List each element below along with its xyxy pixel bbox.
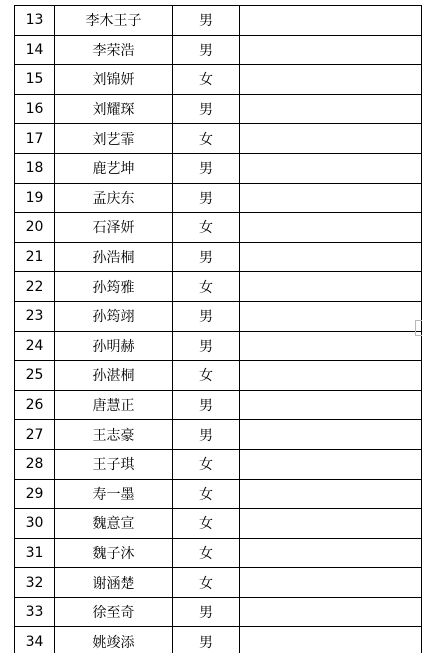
student-name-cell: 孙湛桐 [55, 361, 173, 391]
row-number-cell: 31 [15, 538, 55, 568]
note-cell [240, 568, 422, 598]
table-row [15, 420, 422, 450]
row-number-cell: 27 [15, 420, 55, 450]
student-name-cell: 王志豪 [55, 420, 173, 450]
student-name-cell: 孙浩桐 [55, 242, 173, 272]
table-row [15, 94, 422, 124]
table-row [15, 538, 422, 568]
gender-cell: 男 [173, 390, 240, 420]
student-name-cell: 孙筠雅 [55, 272, 173, 302]
note-cell [240, 627, 422, 653]
student-name-cell: 魏意宣 [55, 509, 173, 539]
row-number-cell: 16 [15, 94, 55, 124]
row-number-cell: 20 [15, 213, 55, 243]
student-roster-table [14, 5, 422, 653]
student-name-cell: 李荣浩 [55, 35, 173, 65]
table-row [15, 272, 422, 302]
note-cell [240, 301, 422, 331]
row-number-cell: 18 [15, 153, 55, 183]
gender-cell: 女 [173, 124, 240, 154]
note-cell [240, 479, 422, 509]
student-name-cell: 李木王子 [55, 6, 173, 36]
student-name-cell: 孙筠翊 [55, 301, 173, 331]
table-row [15, 301, 422, 331]
gender-cell: 女 [173, 479, 240, 509]
row-number-cell: 13 [15, 6, 55, 36]
table-row [15, 509, 422, 539]
gender-cell: 女 [173, 449, 240, 479]
note-cell [240, 153, 422, 183]
note-cell [240, 390, 422, 420]
table-row [15, 390, 422, 420]
gender-cell: 男 [173, 627, 240, 653]
row-number-cell: 25 [15, 361, 55, 391]
row-number-cell: 32 [15, 568, 55, 598]
student-name-cell: 徐至奇 [55, 597, 173, 627]
note-cell [240, 538, 422, 568]
gender-cell: 男 [173, 597, 240, 627]
gender-cell: 男 [173, 6, 240, 36]
note-cell [240, 65, 422, 95]
row-number-cell: 29 [15, 479, 55, 509]
note-cell [240, 213, 422, 243]
row-number-cell: 24 [15, 331, 55, 361]
gender-cell: 男 [173, 420, 240, 450]
note-cell [240, 597, 422, 627]
gender-cell: 男 [173, 35, 240, 65]
student-name-cell: 石泽妍 [55, 213, 173, 243]
student-name-cell: 魏子沐 [55, 538, 173, 568]
gender-cell: 女 [173, 272, 240, 302]
row-number-cell: 17 [15, 124, 55, 154]
gender-cell: 女 [173, 538, 240, 568]
student-name-cell: 刘耀琛 [55, 94, 173, 124]
row-number-cell: 22 [15, 272, 55, 302]
row-number-cell: 28 [15, 449, 55, 479]
gender-cell: 女 [173, 509, 240, 539]
page-edge-marker [415, 320, 422, 336]
student-name-cell: 鹿艺坤 [55, 153, 173, 183]
student-name-cell: 唐慧正 [55, 390, 173, 420]
table-row [15, 449, 422, 479]
row-number-cell: 21 [15, 242, 55, 272]
gender-cell: 男 [173, 301, 240, 331]
row-number-cell: 15 [15, 65, 55, 95]
row-number-cell: 26 [15, 390, 55, 420]
table-row [15, 361, 422, 391]
row-number-cell: 14 [15, 35, 55, 65]
table-row [15, 183, 422, 213]
table-row [15, 479, 422, 509]
table-row [15, 331, 422, 361]
note-cell [240, 272, 422, 302]
gender-cell: 女 [173, 213, 240, 243]
gender-cell: 男 [173, 183, 240, 213]
row-number-cell: 30 [15, 509, 55, 539]
row-number-cell: 23 [15, 301, 55, 331]
note-cell [240, 361, 422, 391]
note-cell [240, 242, 422, 272]
student-name-cell: 孟庆东 [55, 183, 173, 213]
gender-cell: 男 [173, 242, 240, 272]
table-row [15, 153, 422, 183]
student-name-cell: 姚竣添 [55, 627, 173, 653]
note-cell [240, 124, 422, 154]
note-cell [240, 420, 422, 450]
table-row [15, 597, 422, 627]
note-cell [240, 94, 422, 124]
row-number-cell: 34 [15, 627, 55, 653]
roster-table-body [15, 6, 422, 653]
table-row [15, 65, 422, 95]
note-cell [240, 183, 422, 213]
table-row [15, 568, 422, 598]
student-name-cell: 寿一墨 [55, 479, 173, 509]
gender-cell: 男 [173, 331, 240, 361]
table-row [15, 242, 422, 272]
gender-cell: 男 [173, 153, 240, 183]
table-row [15, 124, 422, 154]
student-name-cell: 孙明赫 [55, 331, 173, 361]
table-row [15, 6, 422, 36]
note-cell [240, 509, 422, 539]
row-number-cell: 33 [15, 597, 55, 627]
note-cell [240, 449, 422, 479]
note-cell [240, 331, 422, 361]
gender-cell: 女 [173, 361, 240, 391]
gender-cell: 女 [173, 65, 240, 95]
student-name-cell: 刘艺霏 [55, 124, 173, 154]
gender-cell: 女 [173, 568, 240, 598]
student-name-cell: 谢涵楚 [55, 568, 173, 598]
gender-cell: 男 [173, 94, 240, 124]
student-name-cell: 王子琪 [55, 449, 173, 479]
note-cell [240, 35, 422, 65]
table-row [15, 35, 422, 65]
note-cell [240, 6, 422, 36]
student-name-cell: 刘锦妍 [55, 65, 173, 95]
table-row [15, 213, 422, 243]
row-number-cell: 19 [15, 183, 55, 213]
table-row [15, 627, 422, 653]
